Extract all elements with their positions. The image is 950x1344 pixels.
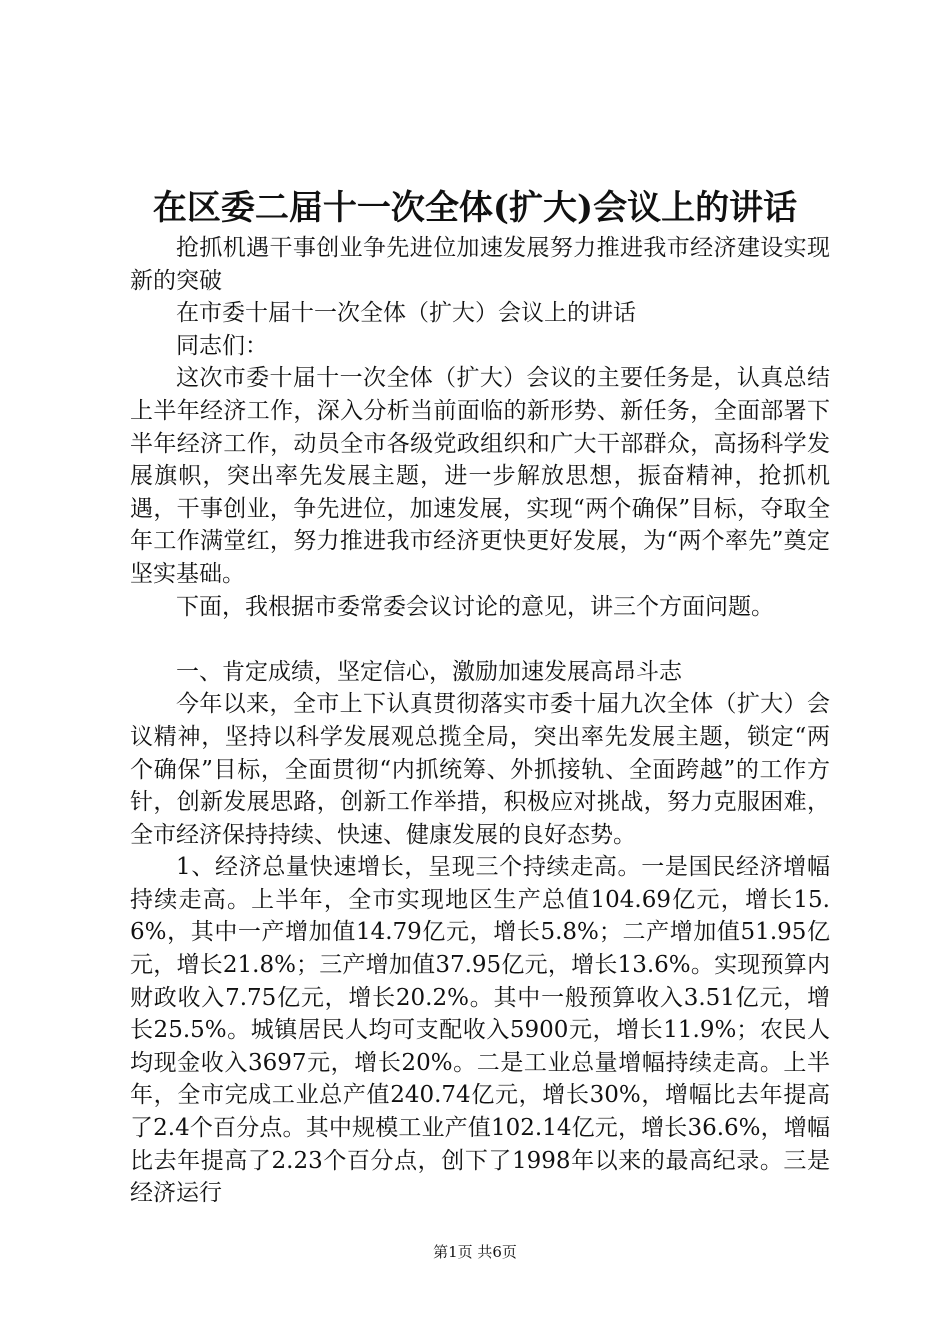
document-body: [130, 232, 830, 1210]
section-heading: 一、肯定成绩，坚定信心，激励加速发展高昂斗志: [176, 658, 682, 685]
document-title: 在区委二届十一次全体(扩大)会议上的讲话: [152, 188, 798, 228]
intro-paragraph: 这次市委十届十一次全体（扩大）会议的主要任务是，认真总结上半年经济工作，深入分析当前面临的新形势、新任务，全面部署下半年经济工作，动员全市各级党政组织和广大干部群众，高扬科学发展旗帜，突出率先发展主题，进一步解放思想，振奋精神，抢抓机遇，干事创业，争先进位，加速发展，实现“两个确保”目标，夺取全年工作满堂红，努力推进我市经济更快更好发展，为“两个率先”奠定坚实基础。: [130, 365, 830, 587]
salutation-paragraph: 同志们：: [176, 332, 268, 359]
paragraph-spacer: [130, 623, 830, 656]
body-paragraph: 今年以来，全市上下认真贯彻落实市委十届九次全体（扩大）会议精神，坚持以科学发展观总揽全局，突出率先发展主题，锁定“两个确保”目标，全面贯彻“内抓统筹、外抓接轨、全面跨越”的工作方针，创新发展思路，创新工作举措，积极应对挑战，努力克服困难，全市经济保持持续、快速、健康发展的良好态势。: [130, 691, 830, 848]
page-footer: 第1页 共6页: [433, 1243, 517, 1261]
outline-paragraph: 下面，我根据市委常委会议讨论的意见，讲三个方面问题。: [176, 593, 774, 620]
body-paragraph: 1、经济总量快速增长，呈现三个持续走高。一是国民经济增幅持续走高。上半年，全市实现地区生产总值104.69亿元，增长15.6%，其中一产增加值14.79亿元，增长5.8%；二产增加值51.95亿元，增长21.8%；三产增加值37.95亿元，增长13.6%。实现预算内财政收入7.75亿元，增长20.2%。其中一般预算收入3.51亿元，增长25.5%。城镇居民人均可支配收入5900元，增长11.9%；农民人均现金收入3697元，增长20%。二是工业总量增幅持续走高。上半年，全市完成工业总产值240.74亿元，增长30%，增幅比去年提高了2.4个百分点。其中规模工业产值102.14亿元，增长36.6%，增幅比去年提高了2.23个百分点，创下了1998年以来的最高纪录。三是经济运行: [130, 854, 830, 1207]
speech-heading-paragraph: 在市委十届十一次全体（扩大）会议上的讲话: [176, 300, 636, 327]
subtitle-paragraph: 抢抓机遇干事创业争先进位加速发展努力推进我市经济建设实现新的突破: [130, 235, 830, 294]
